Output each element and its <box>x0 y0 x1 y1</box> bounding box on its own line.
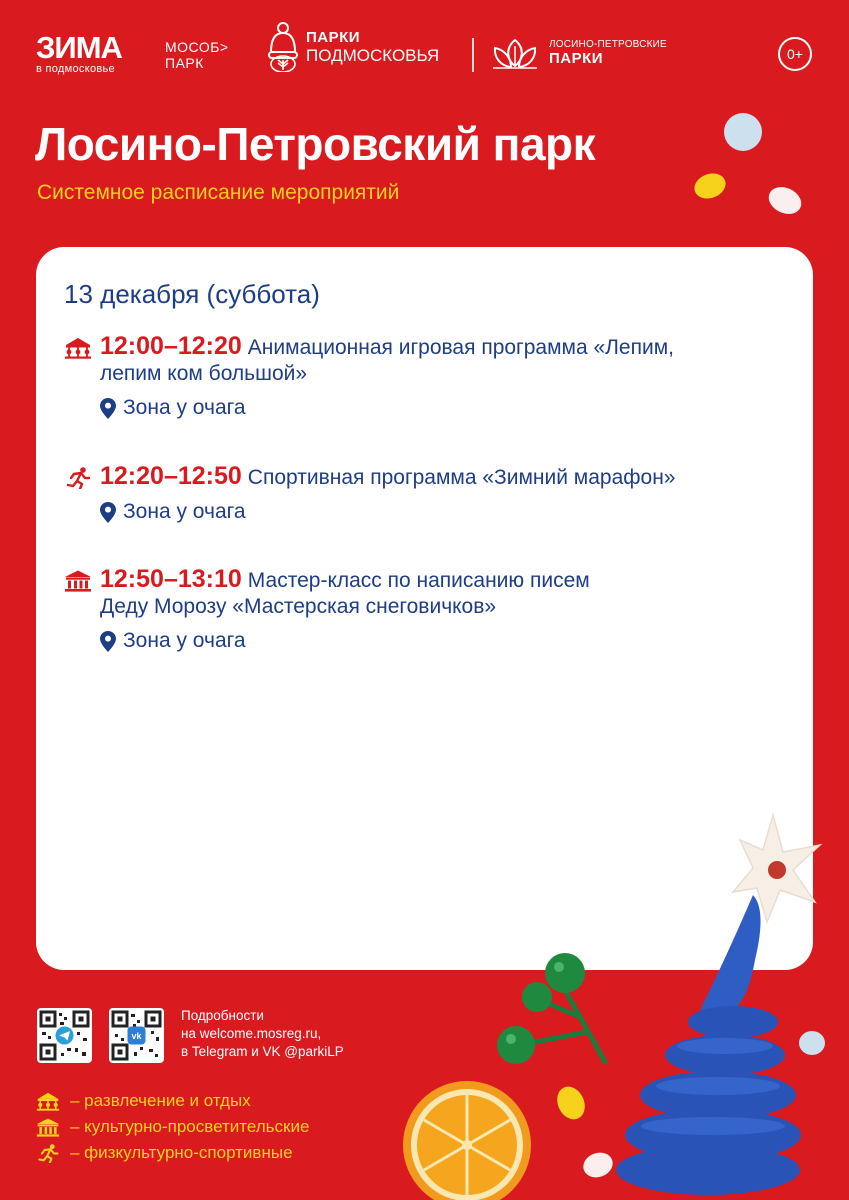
telegram-qr-code[interactable] <box>37 1008 92 1063</box>
page-subtitle: Системное расписание мероприятий <box>37 181 400 204</box>
parki-logo-line2: ПОДМОСКОВЬЯ <box>306 46 440 65</box>
mosob-logo-line2: ПАРК <box>165 55 204 71</box>
museum-icon <box>64 570 92 592</box>
age-rating-badge: 0+ <box>778 37 812 71</box>
orange-slice-icon <box>403 1081 531 1200</box>
schedule-date-heading: 13 декабря (суббота) <box>64 279 320 309</box>
legend-item-sports <box>36 1143 293 1163</box>
green-berries-icon <box>497 953 605 1064</box>
footer-info <box>181 1007 344 1061</box>
footer-info-line1: Подробности <box>181 1008 264 1023</box>
parki-logo-line1: ПАРКИ <box>306 29 361 46</box>
christmas-decorations-illustration <box>395 810 849 1200</box>
event-title: Анимационная игровая программа «Лепим, <box>247 336 674 359</box>
event-time: 12:20–12:50 <box>100 462 242 490</box>
location-pin-icon <box>100 502 116 523</box>
event-location: Зона у очага <box>123 396 246 419</box>
header-divider <box>472 38 474 72</box>
event-location: Зона у очага <box>123 629 246 652</box>
legend-label: – физкультурно-спортивные <box>70 1143 293 1162</box>
running-person-icon <box>64 467 92 489</box>
parki-podmoskovya-logo <box>266 22 439 72</box>
footer-info-line3: в Telegram и VK @parkiLP <box>181 1044 344 1059</box>
event-location: Зона у очага <box>123 500 246 523</box>
lp-logo-line1: ЛОСИНО-ПЕТРОВСКИЕ <box>549 39 667 50</box>
event-item <box>64 463 784 525</box>
footer-info-line2[interactable]: на welcome.mosreg.ru, <box>181 1026 322 1041</box>
svg-text:vk: vk <box>131 1031 142 1041</box>
confetti-yellow <box>691 169 729 202</box>
carousel-icon <box>64 337 92 359</box>
knitted-christmas-tree-icon <box>616 895 801 1195</box>
event-item <box>64 333 784 421</box>
legend-label: – культурно-просветительские <box>70 1117 310 1136</box>
confetti-white <box>764 182 805 219</box>
event-time: 12:00–12:20 <box>100 332 242 360</box>
star-icon <box>733 815 820 922</box>
location-pin-icon <box>100 631 116 652</box>
qr-code-icon <box>109 1008 164 1063</box>
leaves-emblem-icon <box>489 36 541 70</box>
lp-logo-line2: ПАРКИ <box>549 50 604 67</box>
carousel-icon <box>36 1092 60 1111</box>
zima-logo <box>36 30 122 75</box>
legend-item-entertainment <box>36 1091 251 1111</box>
event-title-continued: Деду Морозу «Мастерская снеговичков» <box>100 595 497 618</box>
page-title: Лосино-Петровский парк <box>35 118 596 170</box>
zima-logo-title: ЗИМА <box>36 30 122 65</box>
location-pin-icon <box>100 398 116 419</box>
event-time: 12:50–13:10 <box>100 565 242 593</box>
event-title: Спортивная программа «Зимний марафон» <box>247 466 676 489</box>
legend-item-cultural <box>36 1117 309 1137</box>
museum-icon <box>36 1118 60 1137</box>
event-item <box>64 566 784 654</box>
hat-emblem-icon <box>266 22 300 72</box>
legend-label: – развлечение и отдых <box>70 1091 251 1110</box>
running-person-icon <box>36 1144 60 1163</box>
mosob-logo-line1: МОСОБ> <box>165 39 229 55</box>
vk-qr-code[interactable] <box>109 1008 164 1063</box>
zima-logo-subtitle: в подмосковье <box>36 63 115 75</box>
event-title: Мастер-класс по написанию писем <box>247 569 590 592</box>
qr-code-icon <box>37 1008 92 1063</box>
losino-petrovskie-parki-logo <box>489 36 667 70</box>
confetti-light-blue <box>724 113 762 151</box>
event-title-continued: лепим ком большой» <box>100 362 308 385</box>
mosobpark-logo <box>165 39 229 71</box>
